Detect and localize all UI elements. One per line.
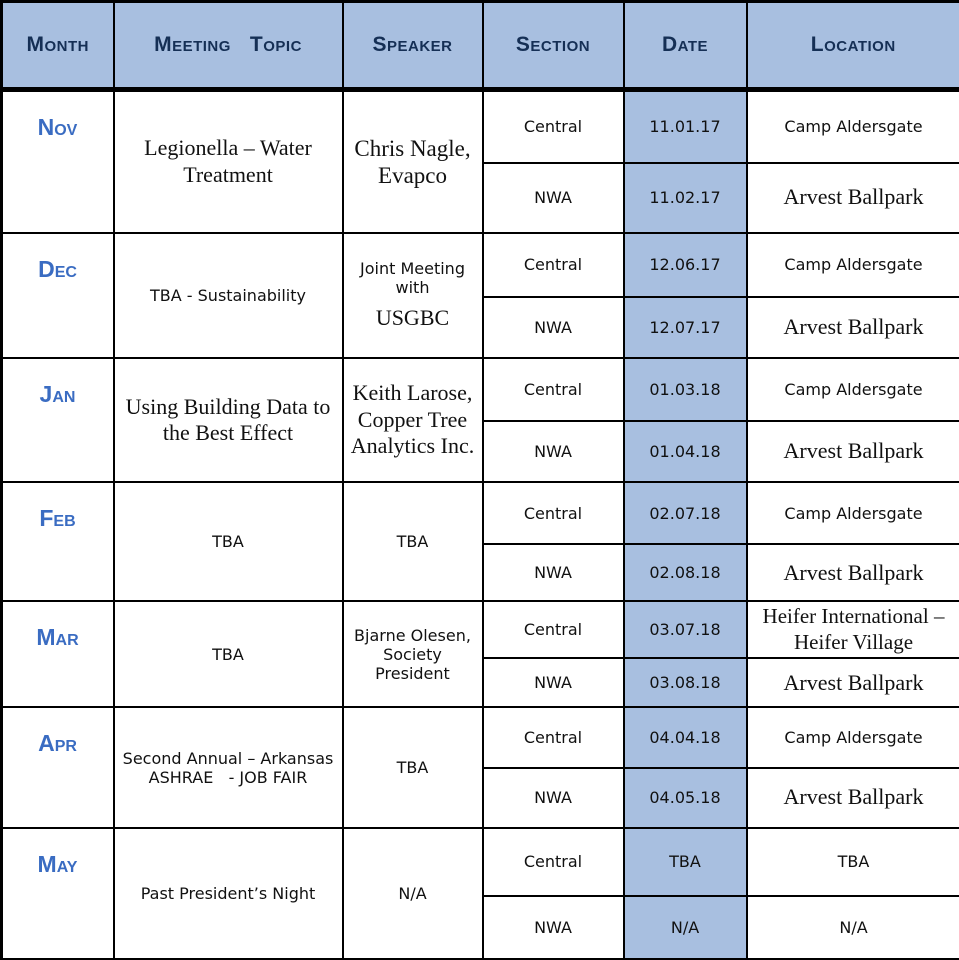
topic-cell: Using Building Data to the Best Effect [114,358,343,482]
header-date: Date [624,2,747,90]
month-cell: Feb [2,482,114,601]
speaker-line: with [395,278,430,298]
speaker-line: Society [383,644,442,664]
topic-cell [114,707,343,827]
topic-line: Second Annual – Arkansas [122,748,334,768]
date-cell: 04.04.18 [624,707,747,767]
location-cell: TBA [747,828,959,896]
table-row [2,90,959,163]
month-cell: Jan [2,358,114,482]
topic-cell: TBA [114,601,343,707]
date-cell: 02.08.18 [624,544,747,601]
location-cell: Arvest Ballpark [747,544,959,601]
table-row [2,482,959,544]
date-cell: 12.07.17 [624,297,747,358]
location-cell: Camp Aldersgate [747,90,959,163]
section-cell: NWA [483,421,624,482]
month-cell: Apr [2,707,114,827]
section-cell: NWA [483,896,624,959]
month-cell: Dec [2,233,114,358]
date-cell: 03.07.18 [624,601,747,658]
section-cell: Central [483,707,624,767]
section-cell: NWA [483,163,624,233]
section-cell: Central [483,90,624,163]
section-cell: NWA [483,658,624,707]
speaker-cell: TBA [343,482,483,601]
speaker-line: USGBC [375,305,450,331]
date-cell: TBA [624,828,747,896]
speaker-cell: N/A [343,828,483,959]
location-cell: Camp Aldersgate [747,482,959,544]
header-row [2,2,959,90]
speaker-cell: TBA [343,707,483,827]
speaker-line: Chris Nagle, [354,135,471,161]
location-cell: Arvest Ballpark [747,658,959,707]
topic-cell: Past President’s Night [114,828,343,959]
header-month: Month [2,2,114,90]
section-cell: Central [483,601,624,658]
table-row [2,828,959,896]
date-cell: 12.06.17 [624,233,747,297]
month-cell: Mar [2,601,114,707]
location-cell: Arvest Ballpark [747,163,959,233]
table-row [2,707,959,767]
header-section: Section [483,2,624,90]
speaker-cell [343,358,483,482]
date-cell: 02.07.18 [624,482,747,544]
speaker-line: Joint Meeting [360,259,465,279]
speaker-line: Bjarne Olesen, [354,625,471,645]
month-cell: May [2,828,114,959]
topic-line: ASHRAE - JOB FAIR [148,767,308,787]
location-cell: Arvest Ballpark [747,421,959,482]
date-cell: 11.02.17 [624,163,747,233]
month-cell: Nov [2,90,114,233]
speaker-line: Evapco [378,162,447,188]
date-cell: 04.05.18 [624,768,747,828]
location-cell: Camp Aldersgate [747,233,959,297]
table-row [2,601,959,658]
section-cell: Central [483,358,624,421]
location-cell: Camp Aldersgate [747,358,959,421]
topic-cell: Legionella – Water Treatment [114,90,343,233]
date-cell: 11.01.17 [624,90,747,163]
header-meeting-topic: Meeting Topic [114,2,343,90]
location-cell: Arvest Ballpark [747,297,959,358]
location-cell: Heifer International – Heifer Village [747,601,959,658]
section-cell: NWA [483,544,624,601]
table-row [2,233,959,297]
section-cell: Central [483,828,624,896]
date-cell: 03.08.18 [624,658,747,707]
speaker-line: Analytics Inc. [350,433,475,459]
speaker-line: Keith Larose, [352,380,473,406]
date-cell: 01.03.18 [624,358,747,421]
topic-cell: TBA [114,482,343,601]
header-speaker: Speaker [343,2,483,90]
header-location: Location [747,2,959,90]
location-cell: N/A [747,896,959,959]
speaker-cell [343,90,483,233]
section-cell: Central [483,233,624,297]
speaker-cell [343,233,483,358]
section-cell: NWA [483,768,624,828]
section-cell: Central [483,482,624,544]
topic-cell: TBA - Sustainability [114,233,343,358]
date-cell: 01.04.18 [624,421,747,482]
date-cell: N/A [624,896,747,959]
location-cell: Arvest Ballpark [747,768,959,828]
speaker-line: President [375,663,450,683]
section-cell: NWA [483,297,624,358]
table-row [2,358,959,421]
location-cell: Camp Aldersgate [747,707,959,767]
speaker-cell [343,601,483,707]
speaker-line: Copper Tree [357,406,468,432]
